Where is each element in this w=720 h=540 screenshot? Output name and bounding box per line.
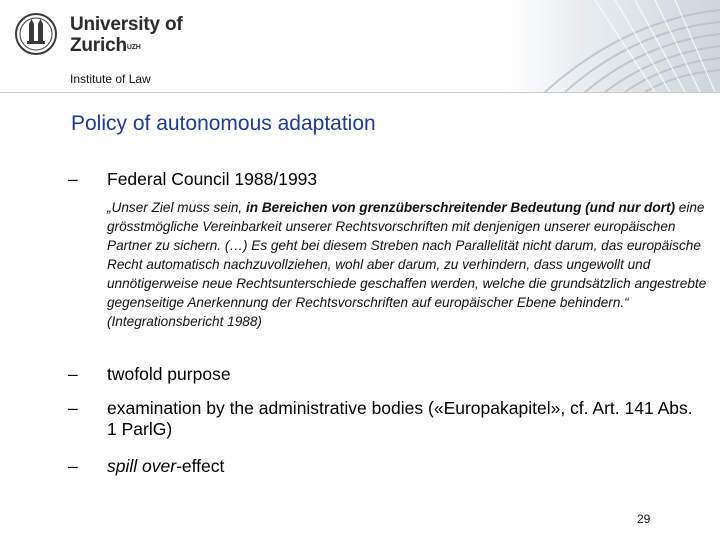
bullet-text-rest: -effect	[176, 456, 225, 476]
institute-name: Institute of Law	[70, 72, 151, 86]
bullet-text	[107, 456, 720, 477]
slide-title: Policy of autonomous adaptation	[71, 112, 376, 135]
bullet-text: twofold purpose	[107, 364, 231, 384]
bullet-text: Federal Council 1988/1993	[107, 169, 318, 189]
uzh-mark: UZH	[126, 44, 141, 51]
bullet-text: examination by the administrative bodies («Europakapitel», cf. Art. 141 Abs. 1 ParlG)	[107, 398, 693, 439]
university-seal-logo	[14, 10, 58, 58]
quotation-block	[107, 198, 713, 331]
bullet-dash: –	[68, 169, 78, 189]
header-architecture-image	[505, 0, 720, 92]
quote-text-bold: in Bereichen von grenzüberschreitender Bedeutung (und nur dort)	[246, 200, 675, 215]
quote-text-rest: eine grösstmögliche Vereinbarkeit unserer Rechtsvorschriften mit denjenigen unserer europäischen Partner zu sichern. (…) Es geht bei diesem Streben nach Parallelität nicht darum, das europäische Recht automatisch nachzuvollziehen, wohl aber darum, zu verhindern, dass ungewollt und unnötigerweise neue Rechtsunterschiede geschaffen werden, welche die grundsätzlich angestrebte gegenseitige Anerkennung der Rechtsvorschriften auf europäischer Ebene behindern.“ (Integrationsbericht 1988)	[107, 200, 707, 329]
bullet-dash: –	[68, 398, 78, 418]
university-name-zurich: Zurich	[70, 35, 127, 56]
university-name	[70, 14, 183, 56]
bullet-text-italic: spill over	[107, 456, 177, 476]
bullet-dash: –	[68, 456, 78, 476]
university-name-line1: University of	[70, 14, 183, 35]
header-divider	[0, 92, 720, 93]
slide-header	[0, 0, 720, 95]
university-name-line2	[70, 35, 183, 56]
quote-text-start: „Unser Ziel muss sein,	[107, 200, 246, 215]
page-number: 29	[637, 512, 651, 526]
bullet-dash: –	[68, 364, 78, 384]
